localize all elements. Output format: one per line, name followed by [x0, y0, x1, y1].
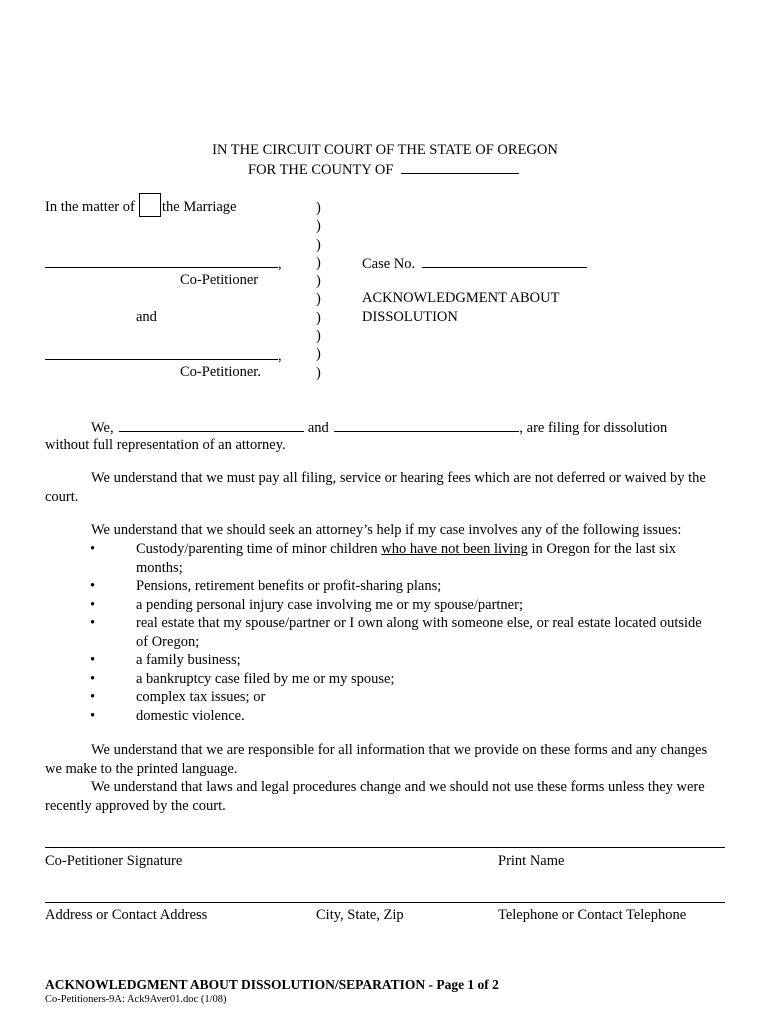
list-item: • a pending personal injury case involving me or my spouse/partner; — [90, 596, 523, 613]
list-item: • a family business; — [90, 652, 241, 668]
bullet: • — [90, 578, 96, 594]
copetitioner-1-line — [45, 253, 282, 273]
address-label: Address or Contact Address — [45, 907, 208, 923]
case-no-line — [362, 253, 587, 273]
bullet: • — [90, 689, 96, 705]
we-suffix: , are filing for dissolution — [519, 420, 668, 436]
paren: ) — [316, 291, 321, 308]
footer-title: ACKNOWLEDGMENT ABOUT DISSOLUTION/SEPARATION - Page 1 of 2 — [45, 977, 499, 992]
signature-label: Co-Petitioner Signature — [45, 853, 183, 869]
list-item: • a bankruptcy case filed by me or my spouse; — [90, 670, 395, 687]
laws-paragraph: We understand that laws and legal procedures change and we should not use these forms unless they were recently approved by the court. — [45, 779, 705, 814]
paren: ) — [316, 364, 321, 381]
paren: ) — [316, 200, 321, 216]
matter-checkbox[interactable] — [139, 193, 161, 217]
list-item: • Pensions, retirement benefits or profit-sharing plans; — [90, 578, 442, 594]
and-label: and — [136, 309, 157, 325]
bullet: • — [90, 615, 96, 631]
address-line[interactable] — [45, 902, 725, 903]
case-no-field[interactable] — [422, 253, 587, 268]
paren: ) — [316, 218, 321, 235]
doc-title-line1: ACKNOWLEDGMENT ABOUT — [362, 290, 560, 306]
name-1-field[interactable] — [119, 417, 304, 432]
copetitioner-2-line — [45, 345, 282, 365]
fees-paragraph — [45, 469, 761, 506]
comma: , — [278, 348, 282, 364]
we-and: and — [307, 420, 329, 436]
county-prefix: FOR THE COUNTY OF — [248, 162, 394, 178]
list-item: • Custody/parenting time of minor children who have not been living in Oregon for the last six months; — [90, 541, 677, 576]
bullet: • — [90, 541, 96, 557]
we-line — [91, 417, 667, 437]
caption-divider — [316, 199, 321, 382]
bullet: • — [90, 707, 96, 724]
bullet: • — [90, 670, 96, 687]
phone-label: Telephone or Contact Telephone — [498, 907, 687, 923]
fees-text: We understand that we must pay all filing, service or hearing fees which are not deferred or waived by the court. — [45, 470, 706, 505]
name-2-field[interactable] — [334, 417, 519, 432]
paren: ) — [316, 346, 321, 363]
case-no-label: Case No. — [362, 256, 416, 272]
paren: ) — [316, 309, 321, 326]
bullet: • — [90, 652, 96, 668]
paren: ) — [316, 236, 321, 253]
matter-part1: In the matter of — [45, 199, 135, 215]
copetitioner-label-2: Co-Petitioner. — [180, 364, 261, 380]
signature-line[interactable] — [45, 847, 725, 848]
print-name-label: Print Name — [498, 853, 565, 869]
issues-list — [45, 540, 715, 725]
responsible-paragraph: We understand that we are responsible for all information that we provide on these forms and any changes we make to the printed language. — [45, 742, 708, 777]
city-label: City, State, Zip — [316, 907, 404, 923]
doc-title-line2: DISSOLUTION — [362, 309, 458, 325]
county-line — [248, 159, 519, 179]
court-heading: IN THE CIRCUIT COURT OF THE STATE OF OREGON — [212, 142, 558, 158]
attorney-intro: We understand that we should seek an attorney’s help if my case involves any of the following issues: — [91, 522, 682, 538]
we-prefix: We, — [91, 420, 114, 436]
paren: ) — [316, 254, 321, 271]
list-item: • domestic violence. — [90, 707, 245, 724]
matter-part2: the Marriage — [162, 199, 237, 215]
footer-form-id: Co-Petitioners-9A: Ack9Aver01.doc (1/08) — [45, 994, 227, 1005]
we-line-2: without full representation of an attorney. — [45, 437, 286, 453]
comma: , — [278, 256, 282, 272]
bullet: • — [90, 596, 96, 613]
list-item: • real estate that my spouse/partner or I own along with someone else, or real estate located outside of Oregon; — [90, 615, 702, 650]
county-field[interactable] — [401, 159, 519, 174]
copetitioner-2-field[interactable] — [45, 345, 278, 360]
paren: ) — [316, 328, 321, 345]
list-item: • complex tax issues; or — [90, 689, 266, 705]
copetitioner-1-field[interactable] — [45, 253, 278, 268]
copetitioner-label-1: Co-Petitioner — [180, 272, 259, 288]
paren: ) — [316, 273, 321, 290]
